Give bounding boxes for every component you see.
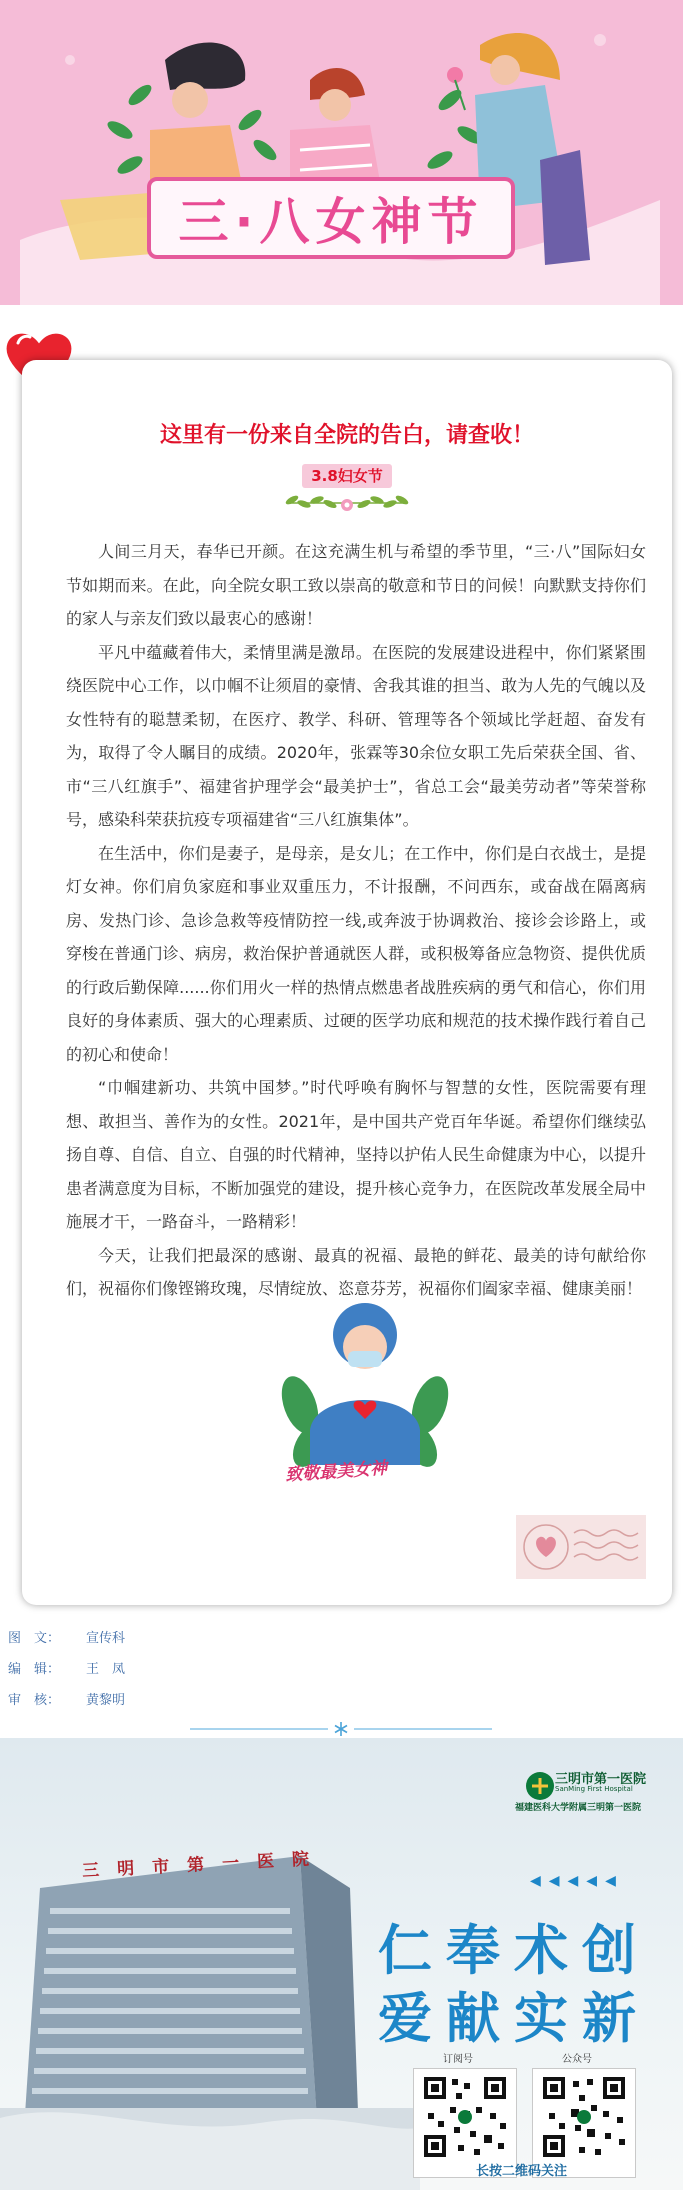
festival-tag-label: 3.8妇女节 (302, 464, 392, 488)
qr-label-subscription: 订阅号 (443, 2054, 473, 2065)
laurel-icon (272, 460, 422, 520)
credit-row: 审 核： 黄黎明 (8, 1693, 126, 1708)
qr-code-icon (533, 2069, 635, 2165)
hospital-affiliation: 福建医科大学附属三明第一医院 (515, 1803, 642, 1813)
motto-line-2: 爱献实新 (378, 1986, 650, 2050)
motto-line-1: 仁奉术创 (378, 1918, 650, 1982)
qr-call-to-action: 长按二维码关注 (476, 2164, 568, 2179)
paragraph: 在生活中，你们是妻子，是母亲，是女儿；在工作中，你们是白衣战士，是提灯女神。你们肩负家庭和事业双重压力，不计报酬，不问西东，或奋战在隔离病房、发热门诊、急诊急救等疫情防控一线,或奔波于协调救治、接诊会诊路上，或穿梭在普通门诊、病房，救治保护普通就医人群，或积极筹备应急物资、提供优质的行政后勤保障......你们用火一样的热情点燃患者战胜疾病的勇气和信心，你们用良好的身体素质、强大的心理素质、过硬的医学功底和规范的技术操作践行着自己的初心和使命！ (66, 843, 646, 1064)
paragraph: 今天，让我们把最深的感谢、最真的祝福、最艳的鲜花、最美的诗句献给你们，祝福你们像铿锵玫瑰，尽情绽放、恣意芬芳，祝福你们阖家幸福、健康美丽！ (66, 1245, 646, 1298)
building-sign: 三明市第一医院 (81, 1848, 328, 1882)
hospital-poster (0, 1738, 683, 2190)
qr-label-official: 公众号 (562, 2054, 592, 2065)
hospital-name-en: SanMing First Hospital (555, 1785, 633, 1793)
credit-row: 图 文： 宣传科 (8, 1631, 126, 1646)
paragraph: 人间三月天，春华已开颜。在这充满生机与希望的季节里，“三·八”国际妇女节如期而来。在此，向全院女职工致以崇高的敬意和节日的问候！向默默支持你们的家人与亲友们致以最衷心的感谢！ (66, 542, 646, 628)
postmark-stamp-icon (516, 1515, 646, 1579)
paragraph: “巾帼建新功、共筑中国梦。”时代呼唤有胸怀与智慧的女性，医院需要有理想、敢担当、善作为的女性。2021年，是中国共产党百年华诞。希望你们继续弘扬自尊、自信、自立、自强的时代精神，坚持以护佑人民生命健康为中心，以提升患者满意度为目标，不断加强党的建设，提升核心竞争力，在医院改革发展全局中施展才干，一路奋斗，一路精彩！ (66, 1078, 646, 1231)
illustration-caption: 致敬最美女神 (284, 1458, 388, 1486)
credit-row: 编 辑： 王 凤 (8, 1662, 126, 1677)
article-body (66, 535, 646, 1306)
article-headline: 这里有一份来自全院的告白，请查收！ (159, 423, 534, 448)
credits (8, 1623, 125, 1716)
nurse-illustration (280, 1295, 450, 1500)
hospital-name: 三明市第一医院 (555, 1772, 647, 1787)
article-card (22, 360, 672, 1605)
banner-title-box (147, 177, 515, 259)
snowflake-divider (190, 1722, 492, 1736)
header-banner (0, 0, 683, 305)
paragraph: 平凡中蕴藏着伟大，柔情里满是激昂。在医院的发展建设进程中，你们紧紧围绕医院中心工作，以巾帼不让须眉的豪情、舍我其谁的担当、敢为人先的气魄以及女性特有的聪慧柔韧，在医疗、教学、科研、管理等各个领域比学赶超、奋发有为，取得了令人瞩目的成绩。2020年，张霖等30余位女职工先后荣获全国、省、市“三八红旗手”、福建省护理学会“最美护士”，省总工会“最美劳动者”等荣誉称号，感染科荣获抗疫专项福建省“三八红旗集体”。 (66, 642, 646, 829)
banner-illustration (0, 0, 683, 305)
qr-code-icon (414, 2069, 516, 2165)
festival-tag (272, 460, 422, 520)
arrow-decoration-icon: ◀◀◀◀◀ (530, 1873, 624, 1889)
banner-title: 三·八女神节 (178, 193, 484, 251)
